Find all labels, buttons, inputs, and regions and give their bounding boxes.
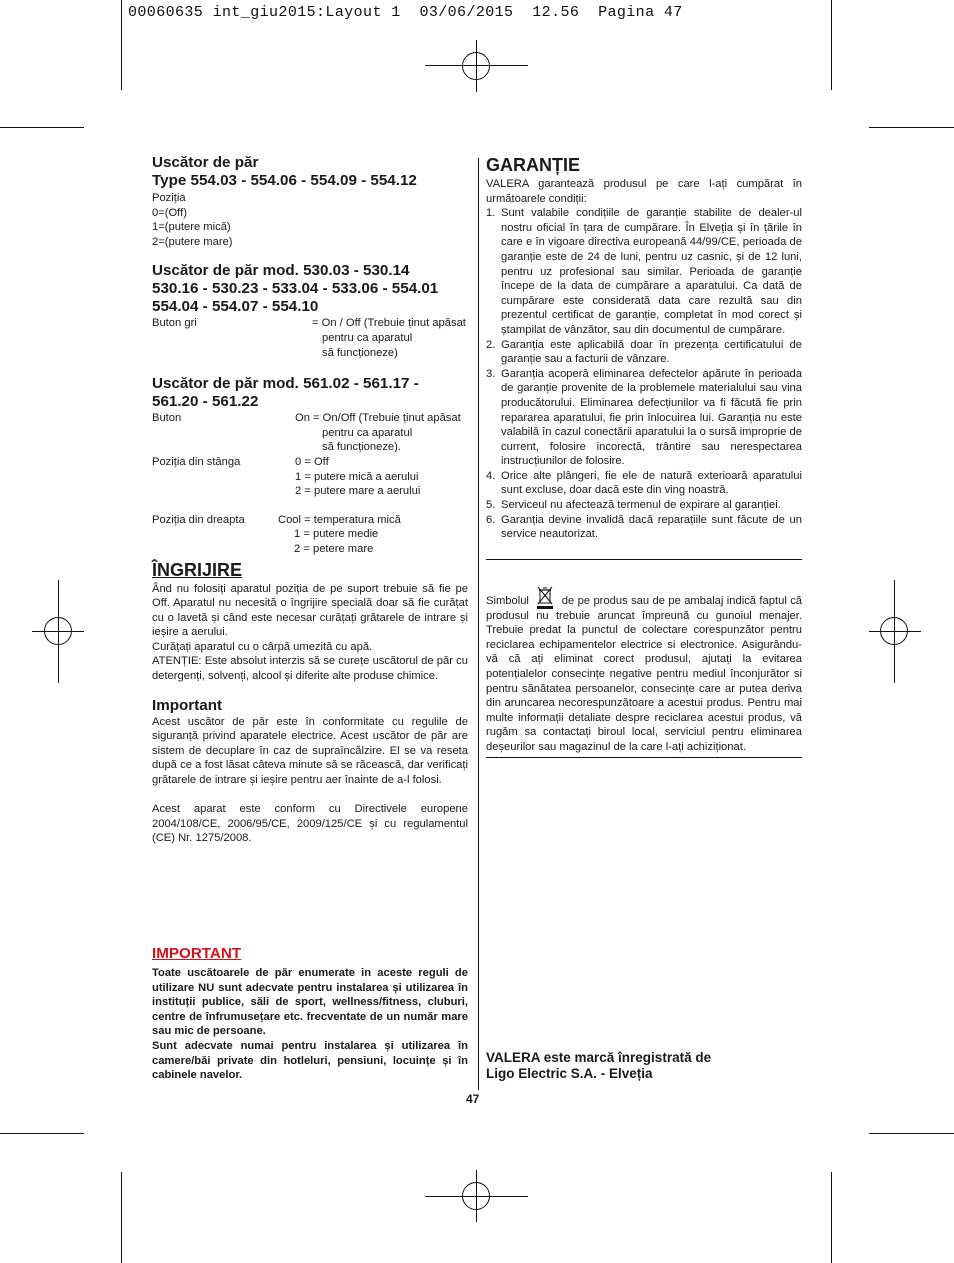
list-item: 3. Garanția acoperă eliminarea defectelor apărute în perioada de garanție provenite de la problemele materialului sau vina producătorului. Eliminarea defecțiunilor va fi făcută fie prin repararea aparatului, fie prin înlocuirea lui. Garanția nu este valabilă în cazul conectării aparatului la o sursă improprie de current, folosire incorectă, trântire sau nerespectarea instrucțiunilor de folosire. xyxy=(486,367,802,468)
column-divider xyxy=(478,158,479,1090)
right-column xyxy=(486,155,802,542)
warranty-title: GARANȚIE xyxy=(486,155,580,175)
section-title-models-530: Uscător de păr mod. 530.03 - 530.14 530.16 - 530.23 - 533.04 - 533.06 - 554.01 554.04 - 554.07 - 554.10 xyxy=(152,262,439,316)
crop-mark-tl-h xyxy=(0,127,84,128)
list-item: 2. Garanția este aplicabilă doar în prezența certificatului de garanție sau a facturii de vânzare. xyxy=(486,338,802,366)
spec-row-pozitia-stanga: Poziția din stânga 0 = Off 1 = putere mică a aerului 2 = putere mare a aerului xyxy=(152,455,421,498)
crop-mark-tl-v xyxy=(121,0,122,90)
important-title: Important xyxy=(152,696,223,714)
important-notice-title: IMPORTANT xyxy=(152,945,242,962)
important-text: Acest uscător de păr este în conformitate cu regulile de siguranță privind aparatele electrice. Acest uscător de păr are sistem de decuplare în caz de supraîncălzire. El se va reseta după ce a fost lăsat câteva minute să se răcească, dar verificați grătarele de intrare și ieșire pentru aer înainte de a-l folosi. Acest aparat este conform cu Directivele europene 2004/108/CE, 2006/95/CE, 2009/125/CE și cu regulamentul (CE) Nr. 1275/2008. xyxy=(152,715,468,845)
left-column xyxy=(152,154,468,846)
position-list: Poziția 0=(Off) 1=(putere mică) 2=(putere mare) xyxy=(152,192,233,248)
list-item: 6. Garanția devine invalidă dacă reparațiile sunt făcute de un service neautorizat. xyxy=(486,513,802,541)
crop-mark-br-h xyxy=(869,1133,954,1134)
care-text: Ând nu folosiți aparatul poziția de pe suport trebuie să fie pe Off. Aparatul nu necesită o îngrijire specială doar să fie curățat cu o lavetă și când este necesar curățați grătarele de intrare și ieșire a aerului. Curățați aparatul cu o cârpă umezită cu apă. ATENȚIE: Este absolut interzis să se curețe uscătorul de păr cu detergenți, solvenți, alcool și diferite alte produse chimice. xyxy=(152,582,468,683)
crop-mark-bl-h xyxy=(0,1133,84,1134)
list-item: 4. Orice alte plângeri, fie ele de natură exterioară aparatului sunt excluse, doar dacă este din ving noastră. xyxy=(486,469,802,497)
spec-row-buton: Buton On = On/Off (Trebuie ținut apăsat pentru ca aparatul să funcționeze). xyxy=(152,412,461,454)
crop-mark-br-v xyxy=(831,1172,832,1263)
spec-row-pozitia-dreapta: Poziția din dreapta Cool = temperatura mică 1 = putere medie 2 = petere mare xyxy=(152,513,401,555)
warranty-conditions xyxy=(486,206,802,542)
print-slug: 00060635 int_giu2015:Layout 1 03/06/2015 12.56 Pagina 47 xyxy=(128,4,683,21)
important-notice-text: Toate uscătoarele de păr enumerate in aceste reguli de utilizare NU sunt adecvate pentru instalarea și utilizarea în instituții publice, săli de sport, wellness/fitness, cluburi, centre de înfrumusețare etc. frecventate de un număr mare sau mic de persoane. Sunt adecvate numai pentru instalarea și utilizarea în camere/băi private din hotleluri, pensiuni, locuințe și în cabinele navelor. xyxy=(152,967,468,1082)
section-title-type: Uscător de păr Type 554.03 - 554.06 - 554.09 - 554.12 xyxy=(152,154,417,189)
crop-mark-tr-v xyxy=(831,0,832,90)
warranty-intro: VALERA garantează produsul pe care l-ați cumpărat în următoarele condiții: xyxy=(486,178,802,205)
list-item: 5. Serviceul nu afectează termenul de expirare al garanției. xyxy=(486,499,781,512)
divider-bottom xyxy=(486,757,802,758)
important-notice xyxy=(152,945,468,1083)
section-title-models-561: Uscător de păr mod. 561.02 - 561.17 - 561.20 - 561.22 xyxy=(152,375,419,411)
spec-row-buton-gri: Buton gri = On / Off (Trebuie ținut apăsat pentru ca aparatul să funcționeze) xyxy=(152,317,466,359)
crop-mark-tr-h xyxy=(869,127,954,128)
list-item: 1. Sunt valabile condițiile de garanție stabilite de dealer-ul nostru oficial în țara de cumpărare. În Elveția și în țările în care e în vigoare directiva europeană 44/99/CE, perioada de garanție este de 24 de luni, pentru uz casnic, și de 12 luni, pentru uz profesional sau similar. Perioada de garanție începe de la data de cumpărare a aparatului. Ca dată de cumpărare este considerată data care rezultă sau din prezentul certificat de garanție, completat în mod corect și ștampilat de vânzător, sau din documentul de cumpărare. xyxy=(486,207,802,336)
weee-notice: Simbolul de pe produs sau de pe ambalaj indică faptul că produsul nu trebuie aruncat împreună cu gunoiul menajer. Trebuie predat la punctul de colectare corespunzător pentru reciclarea echipamentelor electrice si electronice. Asigurându-vă că ați eliminat corect produsul, ajutați la evitarea potențialelor consecințe negative pentru mediul înconjurător si pentru sănătatea persoanelor, consecințe care ar putea deriva din aruncarea necorespunzătoare a acestui produs. Pentru mai multe informații detaliate despre reciclarea acestui produs, vă rugăm sa contactați biroul local, serviciul pentru eliminarea deșeurilor sau magazinul de la care l-ați achiziționat. xyxy=(486,586,802,755)
trademark-note: VALERA este marcă înregistrată de Ligo Electric S.A. - Elveția xyxy=(486,1050,712,1081)
crop-mark-bl-v xyxy=(121,1172,122,1263)
divider-top xyxy=(486,559,802,560)
care-title: ÎNGRIJIRE xyxy=(152,559,243,580)
weee-bin-icon xyxy=(534,586,556,608)
page-number: 47 xyxy=(466,1092,480,1106)
